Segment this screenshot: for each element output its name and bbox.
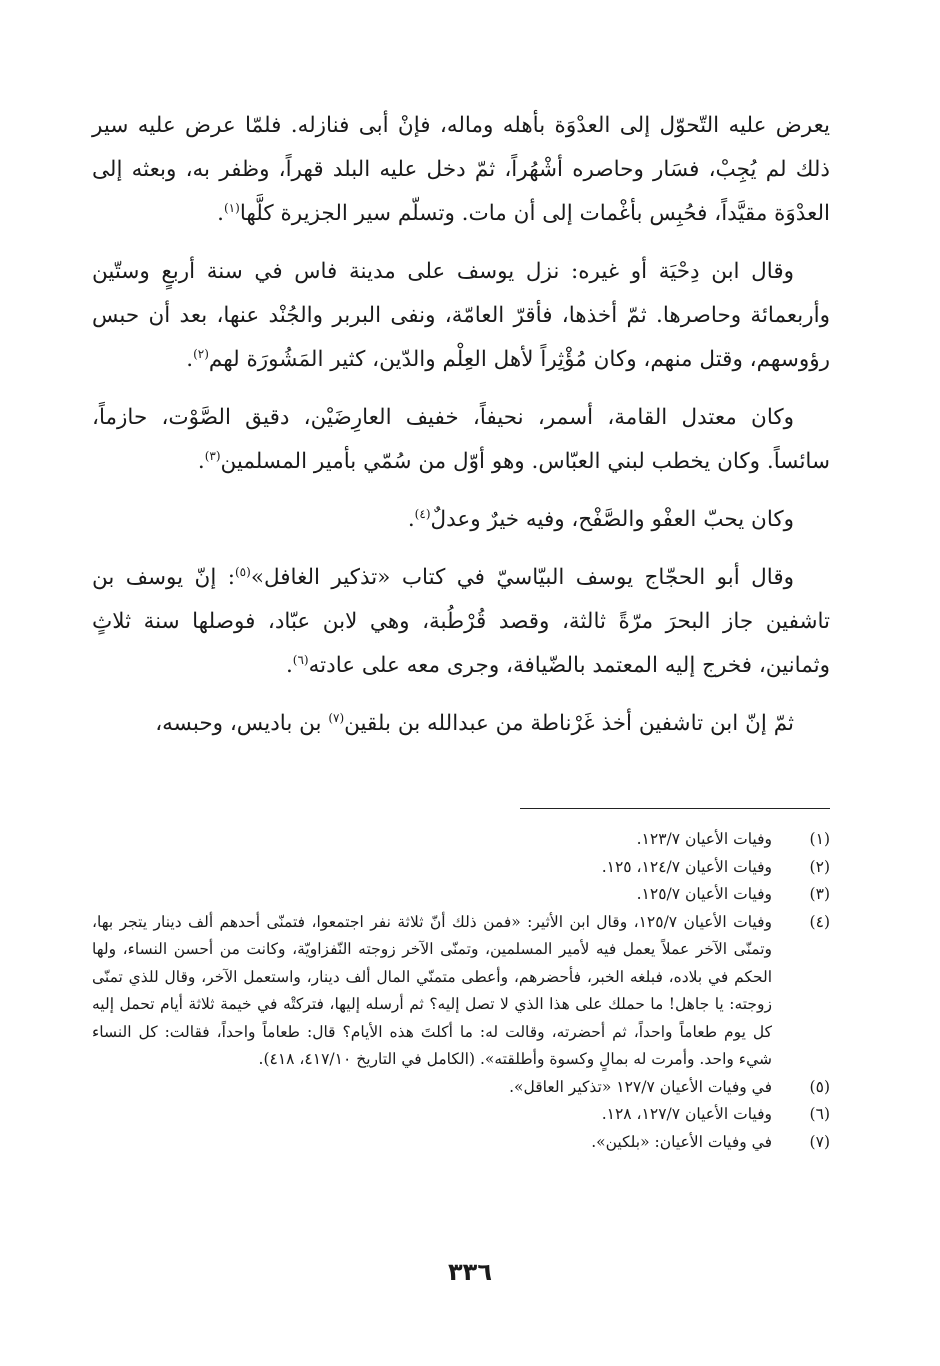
footnote-ref-3[interactable]: (٣) [204, 448, 221, 463]
paragraph-text: وكان معتدل القامة، أسمر، نحيفاً، خفيف العارِضَيْن، دقيق الصَّوْت، حازماً، سائساً. وكان يخطب لبني العبّاس. وهو أوّل من سُمّي بأمير المسلمين [92, 405, 830, 474]
footnote-5 [92, 1074, 830, 1102]
footnote-1 [92, 826, 830, 854]
footnote-ref-1[interactable]: (١) [223, 200, 240, 215]
footnote-number: (٧) [809, 1132, 830, 1151]
footnote-text: وفيات الأعيان ١٢٤/٧، ١٢٥. [601, 857, 772, 876]
footnote-text: في وفيات الأعيان: «بلكين». [591, 1132, 772, 1151]
paragraph-text: وقال ابن دِحْيَة أو غيره: نزل يوسف على مدينة فاس في سنة أربعٍ وستّين وأربعمائة وحاصرها. ثمّ أخذها، فأقرّ العامّة، ونفى البربر والجُنْد عنها، بعد أن حبس رؤوسهم، وقتل منهم، وكان مُؤْثِراً لأهل العِلْم والدّين، كثير المَشُورَة لهم [92, 259, 830, 372]
footnote-ref-4[interactable]: (٤) [414, 506, 431, 521]
footnote-3 [92, 881, 830, 909]
footnote-text: وفيات الأعيان ١٢٧/٧، ١٢٨. [601, 1105, 772, 1123]
footnote-4 [92, 909, 830, 1074]
footnote-7 [92, 1129, 830, 1157]
main-text [92, 104, 830, 760]
paragraph-6: ثمّ إنّ ابن تاشفين أخذ غَرْناطة من عبدالله بن بلقين$^{(٧)}$ بن باديس، وحبسه، [155, 710, 794, 736]
footnote-divider [520, 808, 830, 809]
paragraph-text: وكان يحبّ العفْو والصَّفْح، وفيه خيرٌ وعدلٌ [430, 507, 794, 532]
footnote-number: (٦) [809, 1105, 830, 1123]
footnote-number: (٣) [809, 885, 830, 903]
paragraph-3: وكان معتدل القامة، أسمر، نحيفاً، خفيف العارِضَيْن، دقيق الصَّوْت، حازماً، سائساً. وكان يخطب لبني العبّاس. وهو أوّل من سُمّي بأمير المسلمين$^{(٣)}$. [92, 405, 830, 474]
paragraph-text: وقال أبو الحجّاج يوسف البيّاسيّ في كتاب «تذكير الغافل» [250, 565, 794, 590]
paragraph-1: يعرض عليه التّحوّل إلى العدْوَة بأهله وماله، فإنْ أبى فنازله. فلمّا عرض عليه سير ذلك لم يُجِبْ، فسَار وحاصره أشْهُراً، ثمّ دخل عليه البلد قهراً، وظفر به، وبعثه إلى العدْوَة مقيَّداً، فحُبِس بأغْمات إلى أن مات. وتسلّم سير الجزيرة كلَّها$^{(١)}$. [92, 113, 830, 226]
footnote-number: (٥) [809, 1077, 830, 1096]
footnote-number: (٤) [809, 912, 830, 931]
footnote-text: وفيات الأعيان ١٢٥/٧. [636, 885, 772, 903]
footnote-number: (١) [809, 830, 830, 848]
footnotes [92, 826, 830, 1156]
footnote-text: وفيات الأعيان ١٢٣/٧. [636, 830, 772, 848]
footnote-6 [92, 1101, 830, 1129]
footnote-text: وفيات الأعيان ١٢٥/٧، وقال ابن الأثير: «فمن ذلك أنّ ثلاثة نفر اجتمعوا، فتمنّى أحدهم ألف دينار يتجر بها، وتمنّى الآخر عملاً يعمل فيه لأمير المسلمين، وتمنّى الآخر زوجته النّفزاويّة، وكانت من أحسن النساء، ولها الحكم في بلاده، فبلغه الخبر، فأحضرهم، وأعطى متمنّي المال ألف دينار، واستعمل الآخر، وقال للذي تمنّى زوجته: يا جاهل! ما حملك على هذا الذي لا تصل إليه؟ ثم أرسله إليها، فتركتْه في خيمة ثلاثة أيام تحمل إليه كل يوم طعاماً واحداً، ثم أحضرته، وقالت له: ما أكلتَ هذه الأيام؟ قال: طعاماً واحداً، فقالت: كل النساء شيء واحد. وأمرت له بمالٍ وكسوة وأطلقته». (الكامل في التاريخ ٤١٧/١٠، ٤١٨). [92, 912, 772, 1068]
paragraph-5: وقال أبو الحجّاج يوسف البيّاسيّ في كتاب «تذكير الغافل»$^{(٥)}$: إنّ يوسف بن تاشفين جاز البحرَ مرّةً ثالثة، وقصد قُرْطُبة، وهي لابن عبّاد، فوصلها سنة ثلاثٍ وثمانين، فخرج إليه المعتمد بالضّيافة، وجرى معه على عادته$^{(٦)}$. [92, 564, 830, 678]
footnote-ref-5[interactable]: (٥) [234, 564, 251, 579]
paragraph-text: يعرض عليه التّحوّل إلى العدْوَة بأهله وماله، فإنْ أبى فنازله. فلمّا عرض عليه سير ذلك لم يُجِبْ، فسَار وحاصره أشْهُراً، ثمّ دخل عليه البلد قهراً، وظفر به، وبعثه إلى العدْوَة مقيَّداً، فحُبِس بأغْمات إلى أن مات. وتسلّم سير الجزيرة كلَّها [92, 113, 830, 226]
paragraph-text: ثمّ إنّ ابن تاشفين أخذ غَرْناطة من عبدالله بن بلقين [344, 711, 794, 736]
footnote-ref-7[interactable]: (٧) [328, 710, 345, 725]
footnote-ref-2[interactable]: (٢) [193, 346, 209, 361]
footnote-number: (٢) [809, 857, 830, 876]
page-number: ٣٣٦ [448, 1258, 492, 1286]
footnote-2 [92, 854, 830, 882]
paragraph-2: وقال ابن دِحْيَة أو غيره: نزل يوسف على مدينة فاس في سنة أربعٍ وستّين وأربعمائة وحاصرها. ثمّ أخذها، فأقرّ العامّة، ونفى البربر والجُنْد عنها، بعد أن حبس رؤوسهم، وقتل منهم، وكان مُؤْثِراً لأهل العِلْم والدّين، كثير المَشُورَة لهم$^{(٢)}$. [92, 259, 830, 372]
paragraph-4: وكان يحبّ العفْو والصَّفْح، وفيه خيرٌ وعدلٌ$^{(٤)}$. [407, 506, 794, 532]
footnote-ref-6[interactable]: (٦) [292, 652, 309, 667]
footnote-text: في وفيات الأعيان ١٢٧/٧ «تذكير العاقل». [509, 1077, 772, 1096]
